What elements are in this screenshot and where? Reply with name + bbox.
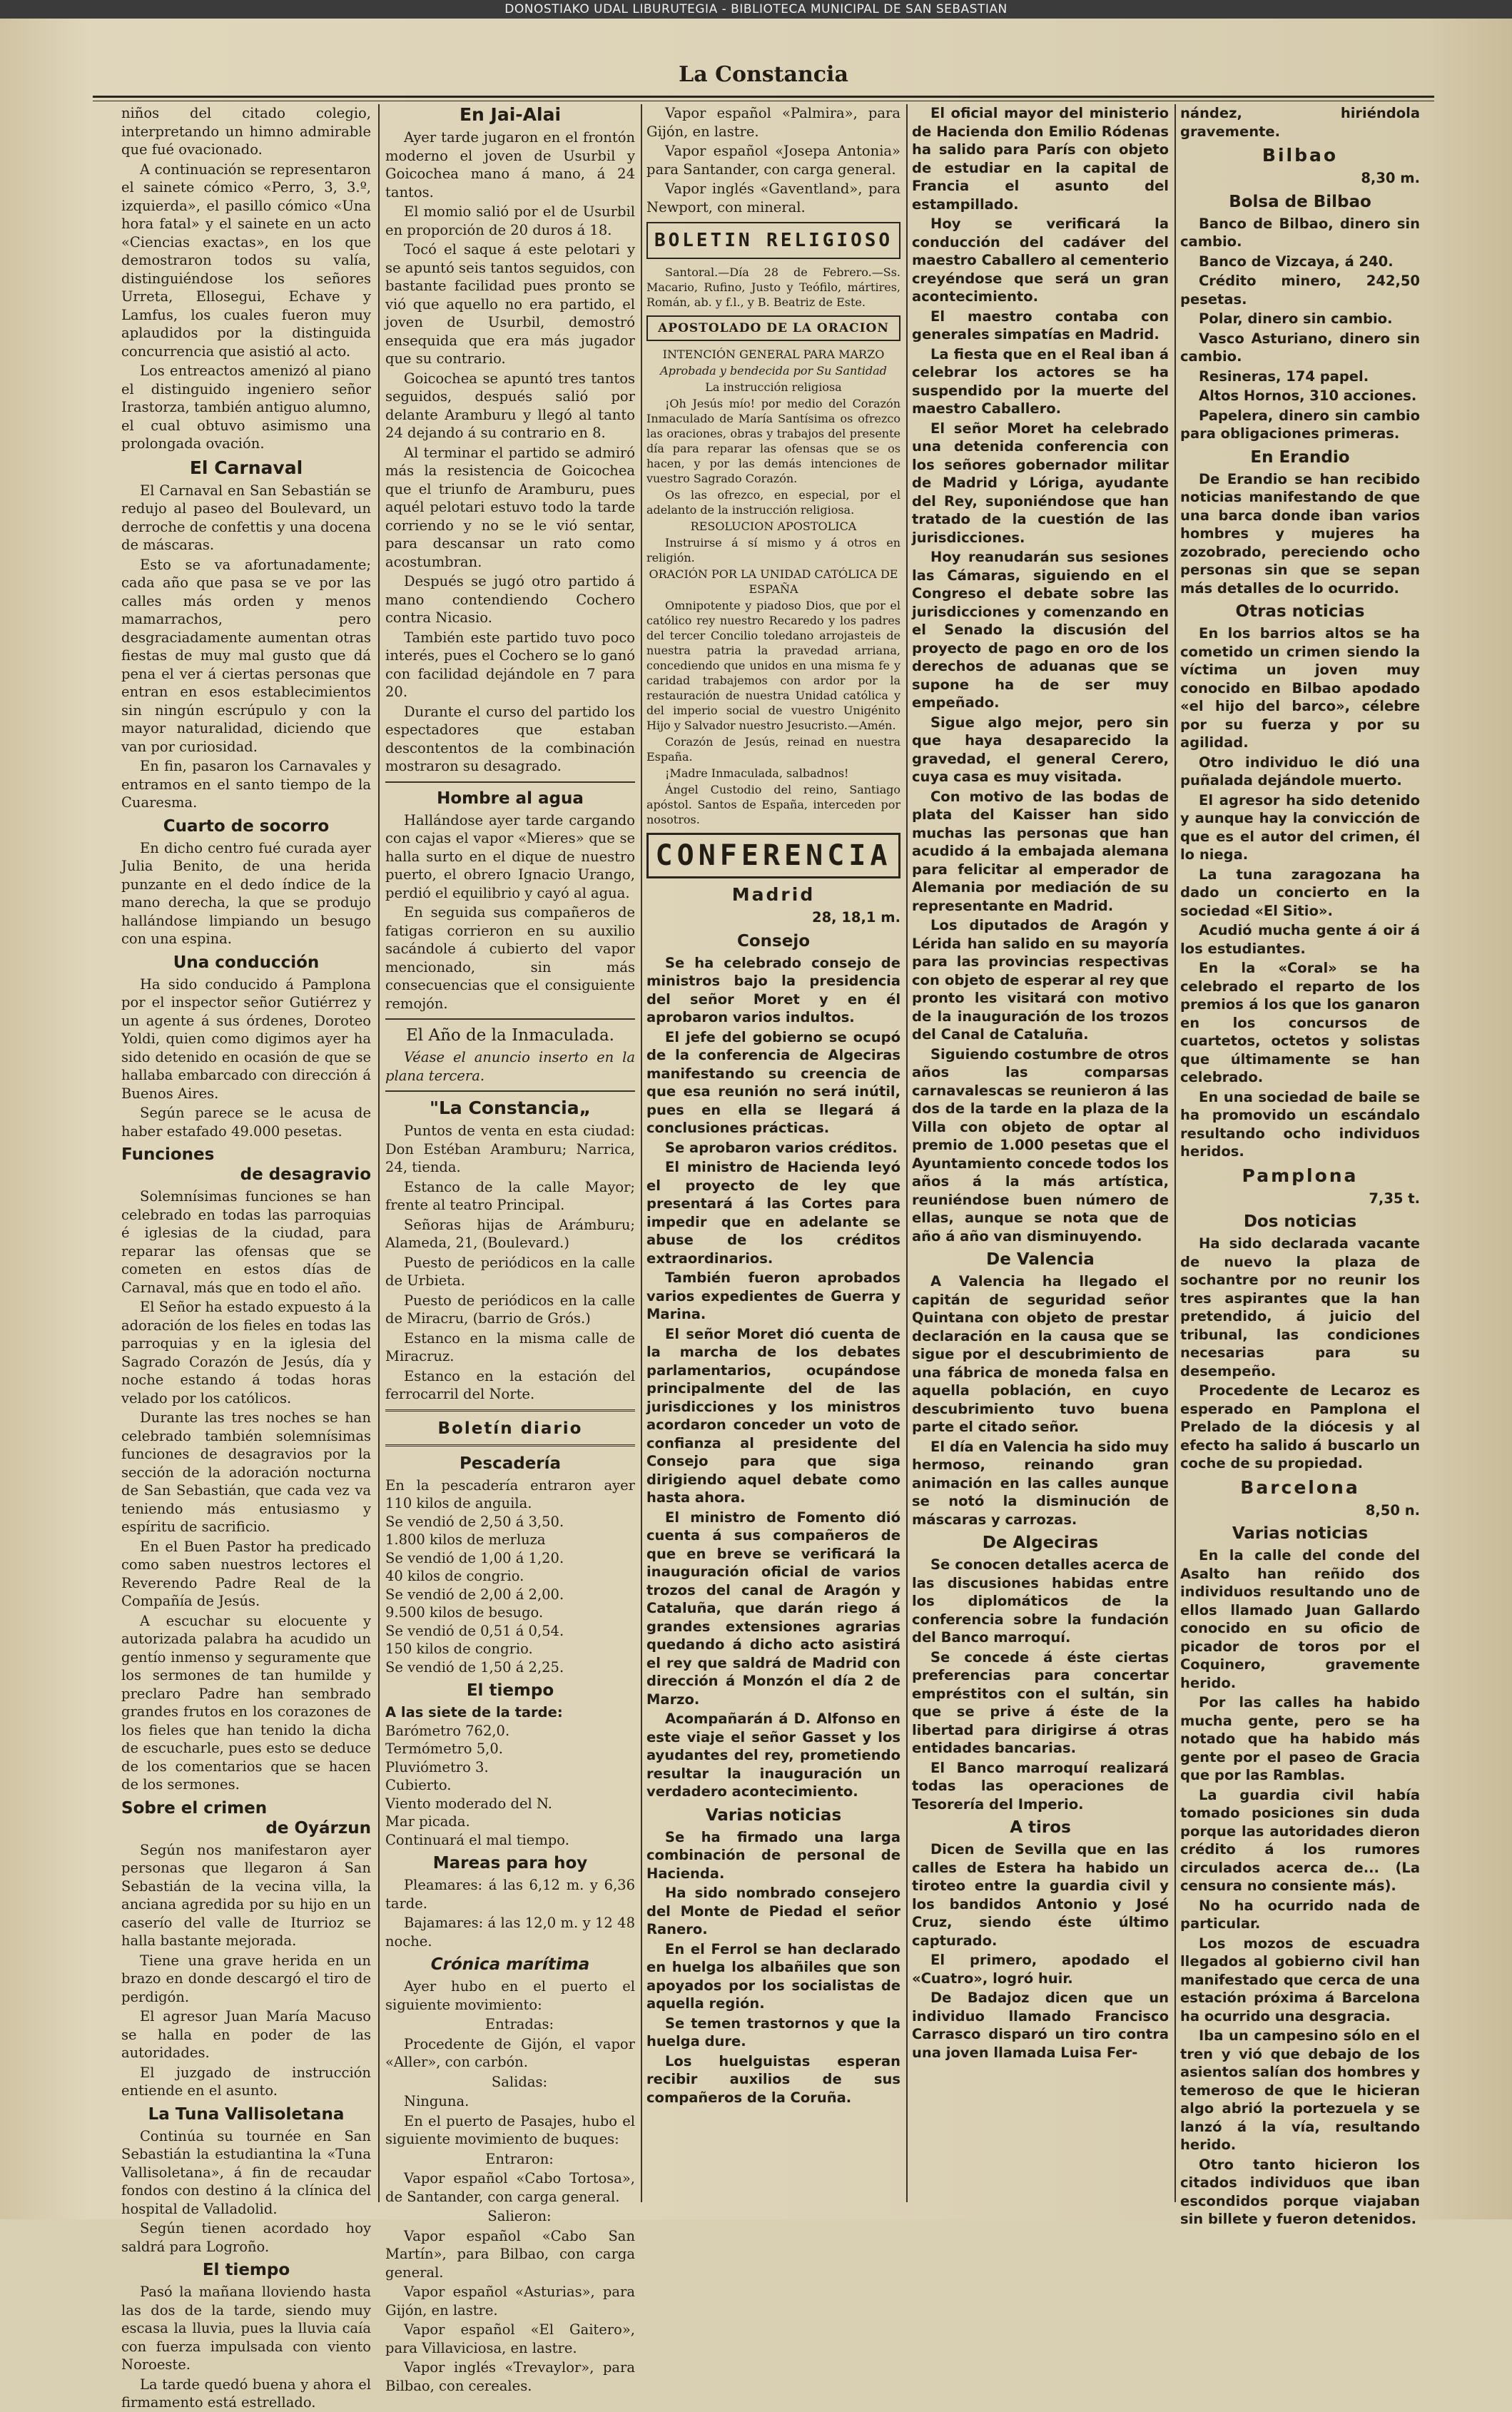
paragraph: Ninguna.	[404, 2093, 470, 2109]
heading-la-constancia: "La Constancia„	[429, 1098, 592, 1118]
paragraph: En dicho centro fué curada ayer Julia Benito, de una herida punzante en el dedo índice de la mano derecha, la que se produjo hallándose limpiando un besugo con una espina.	[121, 839, 371, 947]
paragraph: Ha sido conducido á Pamplona por el inspector señor Gutiérrez y un agente á sus órdenes, Doroteo Yoldi, quien como digimos ayer ha sido detenido en ocasión de que se hallaba embarcado con dirección á Buenos Aires.	[121, 976, 371, 1102]
paragraph: ¡Madre Inmaculada, salbadnos!	[665, 766, 849, 780]
heading-madrid: Madrid	[731, 884, 816, 905]
masthead: La Constancia	[679, 62, 848, 87]
paragraph: De Erandio se han recibido noticias manifestando de que una barca donde iban varios hombres y mujeres ha zozobrado, pereciendo ocho personas sin que se sepan más detalles de lo ocurrido.	[1180, 470, 1420, 597]
paragraph: Los diputados de Aragón y Lérida han salido en su mayoría para las provincias respectivas con objeto de esperar al rey que pronto les visitará con motivo de la inauguración de los trozos del Canal de Cataluña.	[912, 917, 1169, 1043]
heading-tiempo: El tiempo	[202, 2261, 290, 2279]
separator	[385, 1444, 635, 1448]
paragraph: niños del citado colegio, interpretando un himno admirable que fué ovacionado.	[121, 105, 371, 158]
paragraph: Por las calles ha habido mucha gente, pero se ha notado que ha habido más gente por el paseo de Gracia que por las Ramblas.	[1180, 1694, 1420, 1783]
heading-pescaderia: Pescadería	[459, 1454, 562, 1473]
paragraph: El agresor Juan María Macuso se halla en poder de las autoridades.	[121, 2008, 371, 2061]
list-item: Termómetro 5,0.	[385, 1740, 503, 1757]
heading-crimen: Sobre el crimen	[121, 1798, 268, 1818]
list-item: Se vendió de 1,00 á 1,20.	[385, 1549, 564, 1566]
paragraph: Vapor inglés «Trevaylor», para Bilbao, con cereales.	[385, 2359, 635, 2394]
paragraph: No ha ocurrido nada de particular.	[1180, 1897, 1420, 1932]
paragraph: Omnipotente y piadoso Dios, que por el católico rey nuestro Recaredo y los padres del tercer Concilio toledano arrojasteis de nuestra patria la pravedad arriana, concediendo que unidos en una misma fe y caridad trabajemos con ardor por la restauración de nuestra Unidad católica y del imperio social de vuestro Unigénito Hijo y Salvador nuestro Jesucristo.—Amén.	[646, 599, 900, 732]
paragraph: Hallándose ayer tarde cargando con cajas el vapor «Mieres» que se halla surto en el dique de nuestro puerto, el obrero Ignacio Urango, perdió el equilibrio y cayó al agua.	[385, 811, 635, 901]
paragraph: Aprobada y bendecida por Su Santidad	[660, 364, 887, 377]
paragraph: Durante las tres noches se han celebrado también solemnísimas funciones de desagravios por la sección de la adoración nocturna de San Sebastián, que cada vez va teniendo más entusiasmo y espíritu de sacrificio.	[121, 1409, 371, 1535]
paragraph: Los mozos de escuadra llegados al gobierno civil han manifestado que cerca de una estación próxima á Barcelona ha ocurrido una desgracia.	[1180, 1935, 1420, 2025]
paragraph: Puesto de periódicos en la calle de Urbieta.	[385, 1254, 635, 1289]
separator	[385, 1409, 635, 1413]
list-item: En la pescadería entraron ayer 110 kilos de anguila.	[385, 1476, 635, 1511]
heading-consejo: Consejo	[736, 931, 811, 951]
paragraph: Hoy se verificará la conducción del cadáver del maestro Caballero al cementerio creyéndose que será un gran acontecimiento.	[912, 216, 1169, 305]
paragraph: Se temen trastornos y que la huelga dure.	[646, 2015, 900, 2049]
heading-pamplona: Pamplona	[1242, 1165, 1359, 1186]
heading-bolsa: Bolsa de Bilbao	[1229, 192, 1371, 211]
list-item: Vasco Asturiano, dinero sin cambio.	[1180, 330, 1420, 365]
list-item: 150 kilos de congrio.	[385, 1641, 533, 1657]
paragraph: Ayer hubo en el puerto el siguiente movimiento:	[385, 1978, 635, 2013]
paragraph: Solemnísimas funciones se han celebrado en todas las parroquias é iglesias de la ciudad, para reparar las ofensas que se cometen en estos días de Carnaval, más que en todo el año.	[121, 1188, 371, 1296]
paragraph: Continúa su tournée en San Sebastián la estudiantina la «Tuna Vallisoletana», á fin de recaudar fondos con destino á la clínica del hospital de Valladolid.	[121, 2127, 371, 2217]
paragraph: Los entreactos amenizó al piano el distinguido ingeniero señor Irastorza, también antiguo alumno, el cual obtuvo asimismo una prolongada ovación.	[121, 363, 371, 452]
paragraph: Os las ofrezco, en especial, por el adelanto de la instrucción religiosa.	[646, 488, 900, 517]
paragraph: Dicen de Sevilla que en las calles de Estera ha habido un tiroteo entre la guardia civil y los bandidos Antonio y José Cruz, siendo éste último capturado.	[912, 1841, 1169, 1949]
paragraph: Corazón de Jesús, reinad en nuestra España.	[646, 735, 900, 764]
heading-dos-noticias: Dos noticias	[1243, 1212, 1357, 1231]
paragraph: Después se jugó otro partido á mano contendiendo Cochero contra Nicasio.	[385, 573, 635, 626]
paragraph: En la calle del conde del Asalto han reñido dos individuos resultando uno de ellos llamado Juan Gallardo conocido en su oficio de picador de toros por el Coquinero, gravemente herido.	[1180, 1547, 1420, 1691]
list-item: Banco de Vizcaya, á 240.	[1199, 253, 1394, 270]
paragraph: En seguida sus compañeros de fatigas corrieron en su auxilio sacándole á cubierto del vapor mencionado, sin más consecuencias que el consiguiente remojón.	[385, 904, 635, 1012]
list-item: 40 kilos de congrio.	[385, 1568, 524, 1584]
paragraph: En la «Coral» se ha celebrado el reparto de los premios á los que los ganaron en los concursos de cuartetos, octetos y solistas que últimamente se han celebrado.	[1180, 960, 1420, 1085]
heading-varias-noticias: Varias noticias	[705, 1805, 842, 1825]
paragraph: Al terminar el partido se admiró más la resistencia de Goicochea que el triunfo de Aramburu, pues aquél pelotari estuvo todo la tarde corriendo y no se le vió sentar, para descansar un rato como acostumbran.	[385, 444, 635, 570]
paragraph: RESOLUCION APOSTOLICA	[690, 520, 857, 533]
paragraph: El maestro contaba con generales simpatías en Madrid.	[912, 308, 1169, 343]
dateline: 8,50 n.	[1365, 1501, 1420, 1519]
paragraph: Ángel Custodio del reino, Santiago apóstol. Santos de España, interceden por nosotros.	[646, 783, 900, 826]
list-item: Papelera, dinero sin cambio para obligaciones primeras.	[1180, 407, 1420, 442]
column-rule	[1174, 104, 1176, 2202]
paragraph: ¡Oh Jesús mío! por medio del Corazón Inmaculado de María Santísima os ofrezco las oraciones, obras y trabajos del presente día para reparar las ofensas que se os hacen, y por las demás intenciones de vuestro Sagrado Corazón.	[646, 397, 900, 485]
list-item: Crédito minero, 242,50 pesetas.	[1180, 273, 1420, 308]
heading-cuarto-socorro: Cuarto de socorro	[163, 816, 330, 836]
paragraph: La tuna zaragozana ha dado un concierto en la sociedad «El Sitio».	[1180, 866, 1420, 919]
list-item: Resineras, 174 papel.	[1199, 368, 1369, 385]
paragraph: Vapor español «El Gaitero», para Villaviciosa, en lastre.	[385, 2321, 635, 2356]
archive-header: DONOSTIAKO UDAL LIBURUTEGIA - BIBLIOTECA MUNICIPAL DE SAN SEBASTIAN	[0, 0, 1512, 19]
heading-hombre-agua: Hombre al agua	[437, 789, 584, 808]
paragraph: El ministro de Fomento dió cuenta á sus compañeros de que en breve se verificará la inauguración oficial de varios trozos del canal de Aragón y Cataluña, que darán riego á grandes extensiones agrarias quedando á dicho acto asistirá el rey que saldrá de Madrid con dirección á Monzón el día 2 de Marzo.	[646, 1509, 900, 1708]
paragraph: La instrucción religiosa	[705, 380, 842, 394]
paragraph: nández, hiriéndola gravemente.	[1180, 105, 1420, 140]
boletin-religioso-banner: BOLETIN RELIGIOSO	[646, 222, 900, 259]
dateline: 7,35 t.	[1369, 1190, 1420, 1207]
list-item: Viento moderado del N.	[385, 1795, 552, 1812]
paragraph: Bajamares: á las 12,0 m. y 12 48 noche.	[385, 1915, 635, 1950]
paragraph: Entraron:	[485, 2150, 554, 2167]
paragraph: El señor Moret dió cuenta de la marcha de los debates parlamentarios, ocupándose principalmente del de las jurisdicciones y los ministros acordaron conceder un voto de confianza al presidente del Consejo para que siga dirigiendo aquel debate como hasta ahora.	[646, 1325, 900, 1506]
paragraph: Ha sido nombrado consejero del Monte de Piedad el señor Ranero.	[646, 1885, 900, 1937]
paragraph: El jefe del gobierno se ocupó de la conferencia de Algeciras manifestando su creencia de que esa reunión no será inútil, pues en ella se llegará á conclusiones prácticas.	[646, 1028, 900, 1136]
paragraph: En el Ferrol se han declarado en huelga los albañiles que son apoyados por los socialistas de aquella región.	[646, 1940, 900, 2012]
heading-conduccion: Una conducción	[173, 953, 320, 972]
top-rule	[93, 96, 1434, 101]
heading-a-tiros: A tiros	[1010, 1818, 1071, 1837]
paragraph: A Valencia ha llegado el capitán de seguridad señor Quintana con objeto de prestar declaración en la causa que se sigue por el descubrimiento de una fábrica de moneda falsa en aquella población, en cuyo descubrimiento tuvo buena parte el citado señor.	[912, 1273, 1169, 1435]
list-item: Se vendió de 2,00 á 2,00.	[385, 1586, 564, 1603]
list-item: Mar picada.	[385, 1813, 470, 1830]
paragraph: Señoras hijas de Arámburu; Alameda, 21, (Boulevard.)	[385, 1216, 635, 1251]
dateline: 28, 18,1 m.	[812, 909, 900, 926]
paragraph: Ayer tarde jugaron en el frontón moderno el joven de Usurbil y Goicochea mano á mano, á 24 tantos.	[385, 129, 635, 201]
list-item: Se vendió de 2,50 á 3,50.	[385, 1513, 564, 1530]
list-item: Polar, dinero sin cambio.	[1199, 310, 1393, 327]
heading-algeciras: De Algeciras	[982, 1534, 1099, 1552]
paragraph: Estanco de la calle Mayor; frente al teatro Principal.	[385, 1178, 635, 1213]
heading-desagravio: de desagravio	[240, 1165, 371, 1184]
paragraph: Vapor español «Cabo Tortosa», de Santander, con carga general.	[385, 2170, 635, 2205]
paragraph: En los barrios altos se ha cometido un crimen siendo la víctima un joven muy conocido en Bilbao apodado «el hijo del barco», célebre por su fuerza y por su agilidad.	[1180, 625, 1420, 751]
separator	[385, 1018, 635, 1020]
list-item: 1.800 kilos de merluza	[385, 1531, 546, 1548]
paragraph: Procedente de Lecaroz es esperado en Pamplona el Prelado de la diócesis y al efecto ha salido á buscarlo un coche de su propiedad.	[1180, 1382, 1420, 1471]
column-rule	[378, 104, 380, 2202]
heading-bilbao: Bilbao	[1262, 145, 1339, 166]
paragraph: Siguiendo costumbre de otros años las comparsas carnavalescas se reunieron á las dos de la tarde en la plaza de la Villa con objeto de optar al premio de 1.000 pesetas que el Ayuntamiento concede todos los años á la más artística, reuniéndose buen número de ellas, aunque se nota que de año á año van disminuyendo.	[912, 1045, 1169, 1245]
heading-tiempo: El tiempo	[466, 1681, 554, 1700]
heading-varias-noticias: Varias noticias	[1232, 1524, 1369, 1543]
column-3	[646, 104, 900, 2202]
paragraph: En una sociedad de baile se ha promovido un escándalo resultando ocho individuos heridos.	[1180, 1088, 1420, 1160]
paragraph: El primero, apodado el «Cuatro», logró huir.	[912, 1952, 1169, 1987]
paragraph: El momio salió por el de Usurbil en proporción de 20 duros á 18.	[385, 203, 635, 238]
list-item: Se vendió de 0,51 á 0,54.	[385, 1622, 564, 1639]
heading-mareas: Mareas para hoy	[432, 1854, 588, 1873]
paragraph: Se ha firmado una larga combinación de personal de Hacienda.	[646, 1828, 900, 1882]
column-1	[121, 104, 371, 2411]
paragraph: La tarde quedó buena y ahora el firmamento está estrellado.	[121, 2376, 371, 2411]
column-2	[385, 104, 635, 2394]
list-item: Continuará el mal tiempo.	[385, 1831, 569, 1848]
paragraph: Se aprobaron varios créditos.	[665, 1139, 898, 1156]
heading-valencia: De Valencia	[986, 1250, 1095, 1269]
list-item: Pluviómetro 3.	[385, 1758, 489, 1775]
paragraph: Entradas:	[484, 2016, 554, 2032]
paragraph: Durante el curso del partido los espectadores que estaban descontentos de la combinación mostraron su desagrado.	[385, 703, 635, 774]
paragraph: Goicochea se apuntó tres tantos seguidos, después salió por delante Aramburu y llegó al tanto 24 dejando á su contrario en 8.	[385, 370, 635, 441]
paragraph: Vapor español «Cabo San Martín», para Bilbao, con carga general.	[385, 2227, 635, 2281]
paragraph: El Banco marroquí realizará todas las operaciones de Tesorería del Imperio.	[912, 1759, 1169, 1813]
paragraph: Otro tanto hicieron los citados individuos que iban escondidos porque viajaban sin billete y fueron detenidos.	[1180, 2156, 1420, 2227]
column-5	[1180, 104, 1420, 2227]
paragraph: Hoy reanudarán sus sesiones las Cámaras, siguiendo en el Congreso el debate sobre las jurisdicciones y comenzando en el Senado la discusión del proyecto de pago en oro de los derechos de aduanas que se supone ha de ser muy empeñado.	[912, 549, 1169, 711]
heading-cronica: Crónica marítima	[430, 1955, 590, 1974]
paragraph: El Carnaval en San Sebastián se redujo al paseo del Boulevard, un derroche de confettis y una docena de máscaras.	[121, 482, 371, 553]
list-item: Se vendió de 1,50 á 2,25.	[385, 1658, 564, 1676]
heading-jai-alai: En Jai-Alai	[459, 104, 562, 125]
paragraph: Según parece se le acusa de haber estafado 49.000 pesetas.	[121, 1105, 371, 1140]
heading-boletin-diario: Boletín diario	[437, 1419, 583, 1438]
apostolado-heading: APOSTOLADO DE LA ORACION	[646, 315, 900, 341]
column-rule	[906, 104, 908, 2202]
paragraph: Otro individuo le dió una puñalada dejándole muerto.	[1180, 754, 1420, 789]
paragraph: El ministro de Hacienda leyó el proyecto de ley que presentará á las Cortes para impedir que en adelante se abuse de los créditos extraordinarios.	[646, 1159, 900, 1267]
paragraph: Iba un campesino sólo en el tren y vió que debajo de los asientos salían dos hombres y temeroso de que le hicieran algo abrió la portezuela y se lanzó á la vía, resultando herido.	[1180, 2027, 1420, 2153]
paragraph: Acudió mucha gente á oir á los estudiantes.	[1180, 922, 1420, 957]
dateline: 8,30 m.	[1361, 170, 1420, 186]
paragraph: El agresor ha sido detenido y aunque hay la convicción de que es el autor del crimen, él lo niega.	[1180, 791, 1420, 863]
paragraph: En el puerto de Pasajes, hubo el siguiente movimiento de buques:	[385, 2112, 635, 2147]
heading-tuna: La Tuna Vallisoletana	[148, 2104, 345, 2124]
paragraph: Ha sido declarada vacante de nuevo la plaza de sochantre por no reunir los tres aspirantes que la han pretendido, á juicio del tribunal, las condiciones necesarias para su desempeño.	[1180, 1235, 1420, 1379]
paragraph: Santoral.—Día 28 de Febrero.—Ss. Macario, Rufino, Justo y Teófilo, mártires, Román, ab. y f.l., y B. Beatriz de Este.	[646, 265, 900, 309]
paragraph: Con motivo de las bodas de plata del Kaisser han sido muchas las personas que han acudido á la embajada alemana para felicitar al emperador de Alemania por mediación de su representante en Madrid.	[912, 788, 1169, 914]
paragraph: Puntos de venta en esta ciudad: Don Estéban Aramburu; Narrica, 24, tienda.	[385, 1123, 635, 1175]
paragraph: Vapor inglés «Gaventland», para Newport, con mineral.	[646, 181, 900, 216]
heading-erandio: En Erandio	[1250, 447, 1350, 467]
heading-inmaculada: El Año de la Inmaculada.	[406, 1026, 614, 1045]
list-item: A las siete de la tarde:	[385, 1704, 563, 1721]
paragraph: La fiesta que en el Real iban á celebrar los actores se ha suspendido por la muerte del maestro Caballero.	[912, 345, 1169, 417]
paragraph: Se concede á éste ciertas preferencias para concertar empréstitos con el sultán, sin que se prive á éste de la libertad para dirigirse á otras entidades bancarias.	[912, 1648, 1169, 1756]
list-item: Banco de Bilbao, dinero sin cambio.	[1180, 215, 1420, 250]
paragraph: Pleamares: á las 6,12 m. y 6,36 tarde.	[385, 1877, 635, 1912]
paragraph: Salidas:	[491, 2073, 548, 2090]
paragraph: Vapor español «Asturias», para Gijón, en lastre.	[385, 2284, 635, 2319]
separator	[385, 781, 635, 783]
paragraph: Acompañarán á D. Alfonso en este viaje el señor Gasset y los ayudantes del rey, prometiendo resultar la inauguración un verdadero acontecimiento.	[646, 1711, 900, 1800]
separator	[385, 1090, 635, 1092]
paragraph: A escuchar su elocuente y autorizada palabra ha acudido un gentío inmenso y seguramente que los sermones de tan humilde y preclaro Padre han sembrado grandes frutos en los corazones de los fieles que han tenido la dicha de escucharle, pues esto se deduce de los comentarios que se hacen de los sermones.	[121, 1612, 371, 1793]
paragraph: ORACIÓN POR LA UNIDAD CATÓLICA DE ESPAÑA	[649, 567, 898, 596]
heading-funciones: Funciones	[121, 1145, 215, 1164]
paragraph: Esto se va afortunadamente; cada año que pasa se ve por las calles más orden y menos mamarrachos, pero desgraciadamente aumentan otras fiestas de muy mal gusto que dá pena el ver á ciertas personas que entran en esos establecimientos sin ningún escrúpulo y con la mayor naturalidad, diciendo que van por curiosidad.	[121, 556, 371, 755]
paragraph: Procedente de Gijón, el vapor «Aller», con carbón.	[385, 2035, 635, 2070]
paragraph: El señor Moret ha celebrado una detenida conferencia con los señores gobernador militar de Madrid y Lóriga, ayudante del Rey, suponiéndose que han tratado de la cuestión de las jurisdicciones.	[912, 420, 1169, 546]
paragraph: Tocó el saque á este pelotari y se apuntó seis tantos seguidos, con bastante facilidad pues pronto se vió que aquello no era partido, el joven de Usurbil, demostró ensequida que era más jugador que su contrario.	[385, 241, 635, 367]
heading-carnaval: El Carnaval	[189, 457, 303, 478]
conferencia-banner: CONFERENCIA	[646, 833, 900, 878]
paragraph: Puesto de periódicos en la calle de Miracru, (barrio de Grós.)	[385, 1292, 635, 1327]
paragraph: Según tienen acordado hoy saldrá para Logroño.	[121, 2220, 371, 2255]
heading-otras-noticias: Otras noticias	[1235, 602, 1365, 621]
paragraph: Según nos manifestaron ayer personas que llegaron á San Sebastián de la vecina villa, la anciana agredida por su hijo en un caserío del valle de Iturrioz se halla bastante mejorada.	[121, 1841, 371, 1949]
paragraph: Véase el anuncio inserto en la plana tercera.	[385, 1049, 635, 1084]
paragraph: Vapor español «Josepa Antonia» para Santander, con carga general.	[646, 143, 900, 178]
paragraph: El juzgado de instrucción entiende en el asunto.	[121, 2064, 371, 2099]
column-4	[912, 104, 1169, 2202]
list-item: Cubierto.	[385, 1777, 452, 1793]
list-item: Altos Hornos, 310 acciones.	[1199, 387, 1417, 404]
paragraph: También fueron aprobados varios expedientes de Guerra y Marina.	[646, 1270, 900, 1322]
heading-oyarzun: de Oyárzun	[265, 1818, 371, 1838]
paragraph: En fin, pasaron los Carnavales y entramos en el santo tiempo de la Cuaresma.	[121, 758, 371, 811]
paragraph: Tiene una grave herida en un brazo en donde descargó el tiro de perdigón.	[121, 1952, 371, 2005]
paragraph: INTENCIÓN GENERAL PARA MARZO	[662, 348, 885, 361]
paragraph: Estanco en la estación del ferrocarril del Norte.	[385, 1367, 635, 1402]
paragraph: Se ha celebrado consejo de ministros bajo la presidencia del señor Moret y en él aprobaron varios indultos.	[646, 954, 900, 1025]
paragraph: Pasó la mañana lloviendo hasta las dos de la tarde, siendo muy escasa la lluvia, pues la lluvia caía con fuerza impulsada con viento Noroeste.	[121, 2284, 371, 2373]
paragraph: Estanco en la misma calle de Miracruz.	[385, 1329, 635, 1364]
paragraph: El Señor ha estado expuesto á la adoración de los fieles en todas las parroquias y en la iglesia del Sagrado Corazón de Jesús, día y noche estando á todas horas velado por los católicos.	[121, 1299, 371, 1407]
paragraph: Vapor español «Palmira», para Gijón, en lastre.	[646, 105, 900, 140]
column-rule	[641, 104, 642, 2202]
paragraph: De Badajoz dicen que un individuo llamado Francisco Carrasco disparó un tiro contra una joven llamada Luisa Fer-	[912, 1990, 1169, 2061]
paragraph: Se conocen detalles acerca de las discusiones habidas entre los diplomáticos de la conferencia sobre la fundación del Banco marroquí.	[912, 1556, 1169, 1646]
paragraph: Los huelguistas esperan recibir auxilios de sus compañeros de la Coruña.	[646, 2052, 900, 2106]
paragraph: En el Buen Pastor ha predicado como saben nuestros lectores el Reverendo Padre Real de la Compañía de Jesús.	[121, 1538, 371, 1609]
paragraph: La guardia civil había tomado posiciones sin duda porque las autoridades dieron crédito á los rumores circulados acerca de... (La censura no consiente más).	[1180, 1786, 1420, 1894]
paragraph: El oficial mayor del ministerio de Hacienda don Emilio Ródenas ha salido para París con objeto de estudiar en la capital de Francia el asunto del estampillado.	[912, 105, 1169, 213]
paragraph: El día en Valencia ha sido muy hermoso, reinando gran animación en las calles aunque se notó la disminución de máscaras y carrozas.	[912, 1438, 1169, 1528]
list-item: 9.500 kilos de besugo.	[385, 1604, 544, 1621]
heading-barcelona: Barcelona	[1240, 1476, 1360, 1498]
paragraph: Salieron:	[487, 2208, 552, 2224]
paragraph: Sigue algo mejor, pero sin que haya desaparecido la gravedad, el general Cerero, cuya casa es muy visitada.	[912, 714, 1169, 785]
paragraph: También este partido tuvo poco interés, pues el Cochero se lo ganó con facilidad dejándole en 7 para 20.	[385, 629, 635, 700]
list-item: Barómetro 762,0.	[385, 1722, 510, 1739]
paragraph: Instruirse á sí mismo y á otros en religión.	[646, 536, 900, 564]
paragraph: A continuación se representaron el sainete cómico «Perro, 3, 3.º, izquierda», el pasillo cómico «Una hora fatal» y el sainete en un acto «Ciencias exactas», en los que demostraron todos su valía, distinguiéndose los señores Urreta, Ellosegui, Echave y Lamfus, los cuales fueron muy aplaudidos por la distinguida concurrencia que asistió al acto.	[121, 161, 371, 360]
